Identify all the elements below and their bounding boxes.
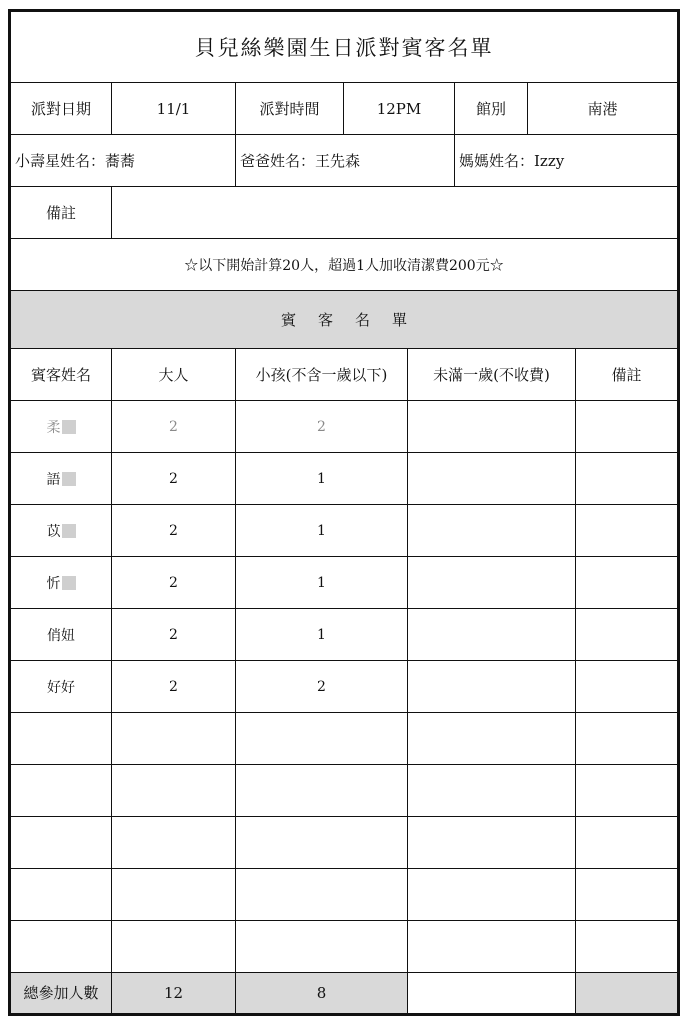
notes-label: 備註 — [11, 187, 112, 238]
guest-infants — [408, 505, 576, 556]
guest-adults: 2 — [112, 557, 236, 608]
guest-note — [576, 661, 677, 712]
col-adults: 大人 — [112, 349, 236, 400]
guest-note — [576, 453, 677, 504]
guest-kids: 1 — [236, 453, 408, 504]
page-title: 貝兒絲樂園生日派對賓客名單 — [194, 36, 494, 60]
father-name: 爸爸姓名：王先森 — [236, 135, 455, 186]
guest-infants — [408, 609, 576, 660]
table-row — [11, 713, 677, 765]
guest-list-sheet — [8, 9, 680, 1016]
guest-kids: 2 — [236, 661, 408, 712]
guest-infants — [408, 453, 576, 504]
col-infants: 未滿一歲(不收費) — [408, 349, 576, 400]
table-row — [11, 401, 677, 453]
list-header: 賓客名單 — [280, 311, 429, 329]
guest-kids: 1 — [236, 505, 408, 556]
guest-name: 好好 — [11, 661, 112, 712]
notes-value — [112, 187, 677, 238]
table-row — [11, 609, 677, 661]
title-row — [11, 12, 677, 83]
guest-note — [576, 401, 677, 452]
guest-name: 苡 — [46, 523, 61, 540]
guest-infants — [408, 401, 576, 452]
table-row — [11, 921, 677, 973]
table-row — [11, 661, 677, 713]
redacted-block — [62, 576, 76, 590]
guest-name: 俏妞 — [11, 609, 112, 660]
redacted-block — [62, 524, 76, 538]
time-value: 12PM — [344, 83, 455, 134]
guest-name: 柔 — [46, 419, 61, 436]
table-row — [11, 869, 677, 921]
list-header-row — [11, 291, 677, 349]
table-row — [11, 765, 677, 817]
guest-name: 忻 — [46, 575, 61, 592]
guest-infants — [408, 661, 576, 712]
column-header-row — [11, 349, 677, 401]
redacted-block — [62, 420, 76, 434]
guest-adults: 2 — [112, 609, 236, 660]
col-note: 備註 — [611, 366, 642, 384]
guest-note — [576, 557, 677, 608]
party-info-row — [11, 83, 677, 135]
guest-kids: 2 — [236, 401, 408, 452]
venue-label: 館別 — [455, 83, 528, 134]
totals-infants — [408, 973, 576, 1013]
table-row — [11, 817, 677, 869]
col-guest-name: 賓客姓名 — [11, 349, 112, 400]
table-row — [11, 453, 677, 505]
time-label: 派對時間 — [236, 83, 344, 134]
birthday-star-name: 小壽星姓名：蕎蕎 — [11, 135, 236, 186]
guest-adults: 2 — [112, 401, 236, 452]
guest-note — [576, 609, 677, 660]
guest-adults: 2 — [112, 453, 236, 504]
col-kids: 小孩(不含一歲以下) — [236, 349, 408, 400]
date-value: 11/1 — [112, 83, 236, 134]
guest-kids: 1 — [236, 557, 408, 608]
redacted-block — [62, 472, 76, 486]
totals-adults: 12 — [112, 973, 236, 1013]
totals-kids: 8 — [236, 973, 408, 1013]
mother-name: 媽媽姓名：Izzy — [459, 152, 565, 170]
totals-row — [11, 973, 677, 1013]
table-row — [11, 557, 677, 609]
totals-note — [576, 973, 677, 1013]
guest-note — [576, 505, 677, 556]
guest-kids: 1 — [236, 609, 408, 660]
guest-adults: 2 — [112, 661, 236, 712]
guest-infants — [408, 557, 576, 608]
totals-label: 總參加人數 — [11, 973, 112, 1013]
table-row — [11, 505, 677, 557]
guest-adults: 2 — [112, 505, 236, 556]
pricing-notice: ☆以下開始計算20人，超過1人加收清潔費200元☆ — [184, 257, 504, 274]
guest-name: 語 — [46, 471, 61, 488]
family-row — [11, 135, 677, 187]
notes-row — [11, 187, 677, 239]
notice-row — [11, 239, 677, 291]
date-label: 派對日期 — [11, 83, 112, 134]
venue-value: 南港 — [587, 100, 618, 118]
